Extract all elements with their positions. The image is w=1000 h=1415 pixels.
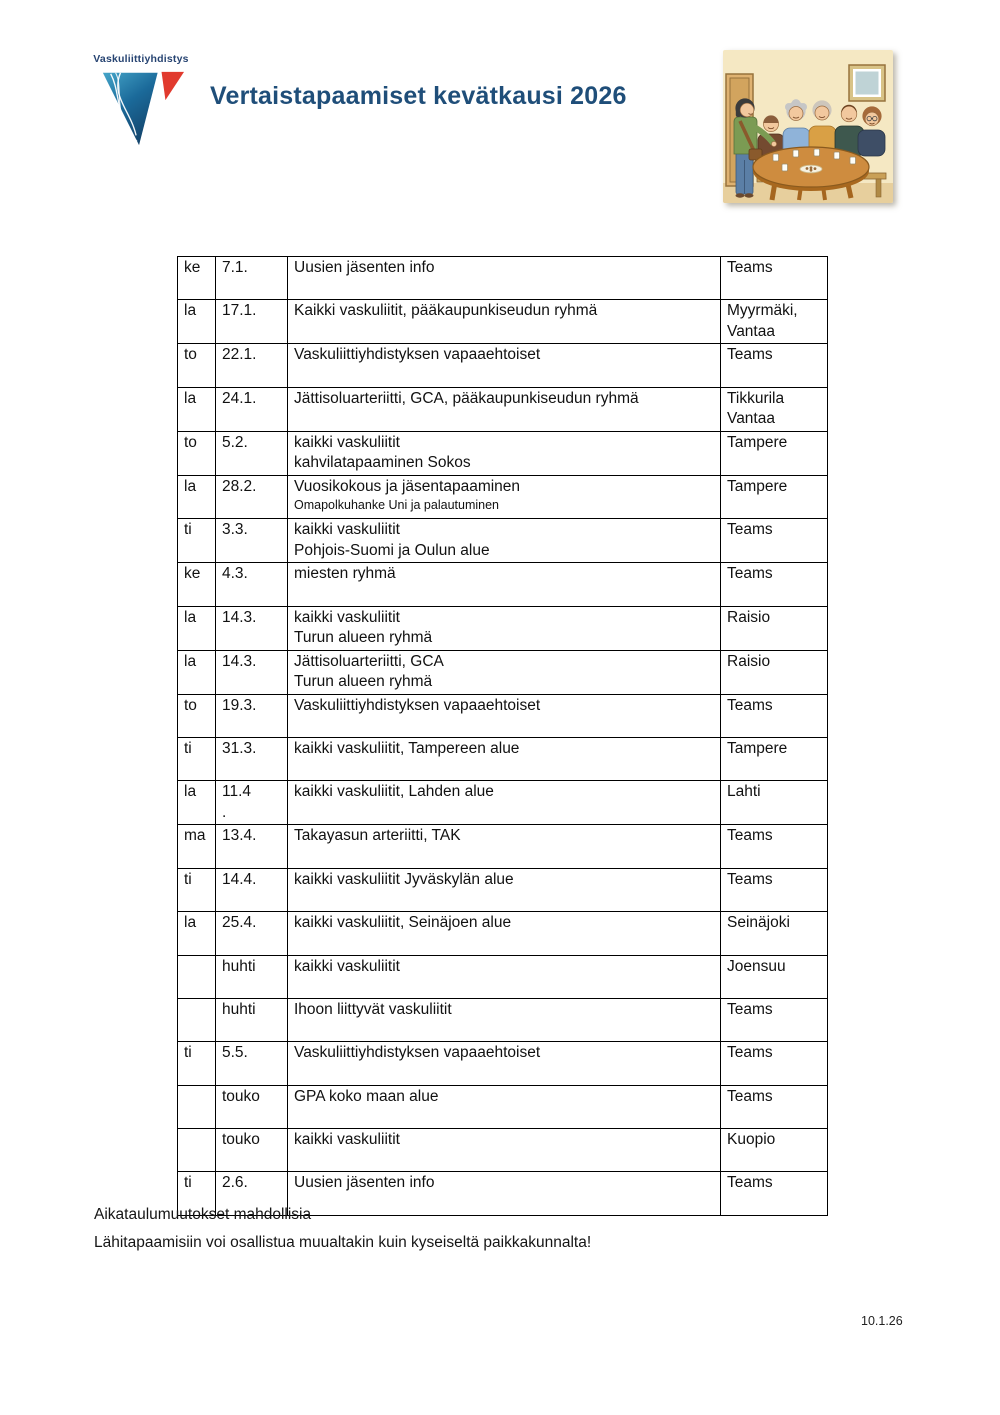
row-date-cell: 25.4. xyxy=(216,912,288,955)
row-location-cell: Lahti xyxy=(721,781,828,825)
row-description-cell: Uusien jäsenten info xyxy=(288,1172,721,1215)
row-location-cell: Joensuu xyxy=(721,955,828,998)
schedule-table xyxy=(177,256,828,1216)
row-day-cell: ke xyxy=(178,563,216,606)
row-description-cell: Kaikki vaskuliitit, pääkaupunkiseudun ryhmä xyxy=(288,300,721,344)
row-date-cell: 4.3. xyxy=(216,563,288,606)
table-row xyxy=(178,737,828,780)
row-date-cell: huhti xyxy=(216,955,288,998)
row-date-cell: 3.3. xyxy=(216,519,288,563)
row-date-cell: 17.1. xyxy=(216,300,288,344)
row-date-cell: 13.4. xyxy=(216,825,288,868)
row-day-cell: la xyxy=(178,650,216,694)
row-day-cell: to xyxy=(178,431,216,475)
table-row xyxy=(178,825,828,868)
row-day-cell: ti xyxy=(178,868,216,911)
row-description-cell: kaikki vaskuliitit Turun alueen ryhmä xyxy=(288,606,721,650)
row-day-cell: to xyxy=(178,344,216,387)
table-row xyxy=(178,519,828,563)
row-description-cell: miesten ryhmä xyxy=(288,563,721,606)
table-row xyxy=(178,1129,828,1172)
row-date-cell: touko xyxy=(216,1085,288,1128)
row-date-cell: 19.3. xyxy=(216,694,288,737)
row-date-cell: 5.5. xyxy=(216,1042,288,1085)
row-date-cell: 22.1. xyxy=(216,344,288,387)
table-row xyxy=(178,650,828,694)
row-date-cell: 24.1. xyxy=(216,387,288,431)
table-row xyxy=(178,955,828,998)
row-date-cell: 31.3. xyxy=(216,737,288,780)
table-row xyxy=(178,431,828,475)
row-location-cell: Teams xyxy=(721,563,828,606)
row-description-cell: Vaskuliittiyhdistyksen vapaaehtoiset xyxy=(288,1042,721,1085)
row-day-cell: la xyxy=(178,475,216,518)
row-date-cell: touko xyxy=(216,1129,288,1172)
row-day-cell: la xyxy=(178,606,216,650)
row-location-cell: Raisio xyxy=(721,606,828,650)
row-date-cell: 14.3. xyxy=(216,606,288,650)
row-location-cell: Teams xyxy=(721,998,828,1041)
row-date-cell: 5.2. xyxy=(216,431,288,475)
row-day-cell: la xyxy=(178,781,216,825)
row-day-cell xyxy=(178,1129,216,1172)
document-date-stamp: 10.1.26 xyxy=(861,1314,903,1328)
row-day-cell xyxy=(178,1085,216,1128)
row-date-cell: 2.6. xyxy=(216,1172,288,1215)
row-location-cell: Seinäjoki xyxy=(721,912,828,955)
row-day-cell xyxy=(178,955,216,998)
row-description-cell: Vaskuliittiyhdistyksen vapaaehtoiset xyxy=(288,694,721,737)
logo-label: Vaskuliittiyhdistys xyxy=(93,53,189,65)
table-row xyxy=(178,475,828,518)
row-description-cell: kaikki vaskuliitit xyxy=(288,955,721,998)
table-row xyxy=(178,868,828,911)
organization-logo xyxy=(93,53,189,150)
row-description-cell: Jättisoluarteriitti, GCA, pääkaupunkiseudun ryhmä xyxy=(288,387,721,431)
row-description-cell: Vaskuliittiyhdistyksen vapaaehtoiset xyxy=(288,344,721,387)
row-location-cell: Teams xyxy=(721,344,828,387)
row-location-cell: Myyrmäki, Vantaa xyxy=(721,300,828,344)
row-day-cell: to xyxy=(178,694,216,737)
row-day-cell xyxy=(178,998,216,1041)
schedule-table-body xyxy=(178,257,828,1216)
footer-note-participation: Lähitapaamisiin voi osallistua muualtakin kuin kyseiseltä paikkakunnalta! xyxy=(94,1234,592,1251)
row-date-cell: 14.3. xyxy=(216,650,288,694)
table-row xyxy=(178,257,828,300)
row-day-cell: ti xyxy=(178,737,216,780)
table-row xyxy=(178,781,828,825)
row-description-cell: kaikki vaskuliitit Pohjois-Suomi ja Oulun alue xyxy=(288,519,721,563)
row-description-cell: GPA koko maan alue xyxy=(288,1085,721,1128)
table-row xyxy=(178,694,828,737)
table-row xyxy=(178,344,828,387)
row-location-cell: Teams xyxy=(721,257,828,300)
row-description-cell: kaikki vaskuliitit Jyväskylän alue xyxy=(288,868,721,911)
row-location-cell: Teams xyxy=(721,825,828,868)
table-row xyxy=(178,387,828,431)
row-description-cell: kaikki vaskuliitit kahvilatapaaminen Sokos xyxy=(288,431,721,475)
row-location-cell: Teams xyxy=(721,519,828,563)
row-location-cell: Tampere xyxy=(721,431,828,475)
row-day-cell: ti xyxy=(178,519,216,563)
row-date-cell: 28.2. xyxy=(216,475,288,518)
row-description-cell: kaikki vaskuliitit xyxy=(288,1129,721,1172)
footer-note-schedule-changes: Aikataulumuutokset mahdollisia xyxy=(94,1206,312,1223)
row-description-cell: Ihoon liittyvät vaskuliitit xyxy=(288,998,721,1041)
row-day-cell: la xyxy=(178,300,216,344)
row-day-cell: ke xyxy=(178,257,216,300)
row-day-cell: la xyxy=(178,912,216,955)
page-title: Vertaistapaamiset kevätkausi 2026 xyxy=(210,82,627,110)
row-description-cell: Takayasun arteriitti, TAK xyxy=(288,825,721,868)
row-location-cell: Teams xyxy=(721,694,828,737)
row-date-cell: huhti xyxy=(216,998,288,1041)
row-location-cell: Raisio xyxy=(721,650,828,694)
row-description-cell: kaikki vaskuliitit, Lahden alue xyxy=(288,781,721,825)
row-location-cell: Kuopio xyxy=(721,1129,828,1172)
vasculitis-v-logo-icon xyxy=(97,66,185,150)
row-day-cell: ma xyxy=(178,825,216,868)
people-around-table-image xyxy=(723,50,893,203)
row-location-cell: Tikkurila Vantaa xyxy=(721,387,828,431)
row-date-cell: 7.1. xyxy=(216,257,288,300)
schedule-table-container xyxy=(177,256,827,1216)
row-date-cell: 11.4 . xyxy=(216,781,288,825)
table-row xyxy=(178,300,828,344)
row-location-cell: Teams xyxy=(721,1042,828,1085)
table-row xyxy=(178,1042,828,1085)
row-date-cell: 14.4. xyxy=(216,868,288,911)
row-description-cell: kaikki vaskuliitit, Tampereen alue xyxy=(288,737,721,780)
table-row xyxy=(178,563,828,606)
table-row xyxy=(178,998,828,1041)
row-description-cell: Vuosikokous ja jäsentapaaminen Omapolkuhanke Uni ja palautuminen xyxy=(288,475,721,518)
row-location-cell: Teams xyxy=(721,1085,828,1128)
row-day-cell: ti xyxy=(178,1042,216,1085)
row-day-cell: ti xyxy=(178,1172,216,1215)
row-location-cell: Teams xyxy=(721,868,828,911)
row-description-cell: Jättisoluarteriitti, GCA Turun alueen ryhmä xyxy=(288,650,721,694)
row-location-cell: Tampere xyxy=(721,475,828,518)
peer-meeting-illustration xyxy=(723,50,893,203)
table-row xyxy=(178,912,828,955)
row-description-cell: kaikki vaskuliitit, Seinäjoen alue xyxy=(288,912,721,955)
row-description-cell: Uusien jäsenten info xyxy=(288,257,721,300)
row-location-cell: Tampere xyxy=(721,737,828,780)
row-location-cell: Teams xyxy=(721,1172,828,1215)
table-row xyxy=(178,1085,828,1128)
table-row xyxy=(178,606,828,650)
row-day-cell: la xyxy=(178,387,216,431)
